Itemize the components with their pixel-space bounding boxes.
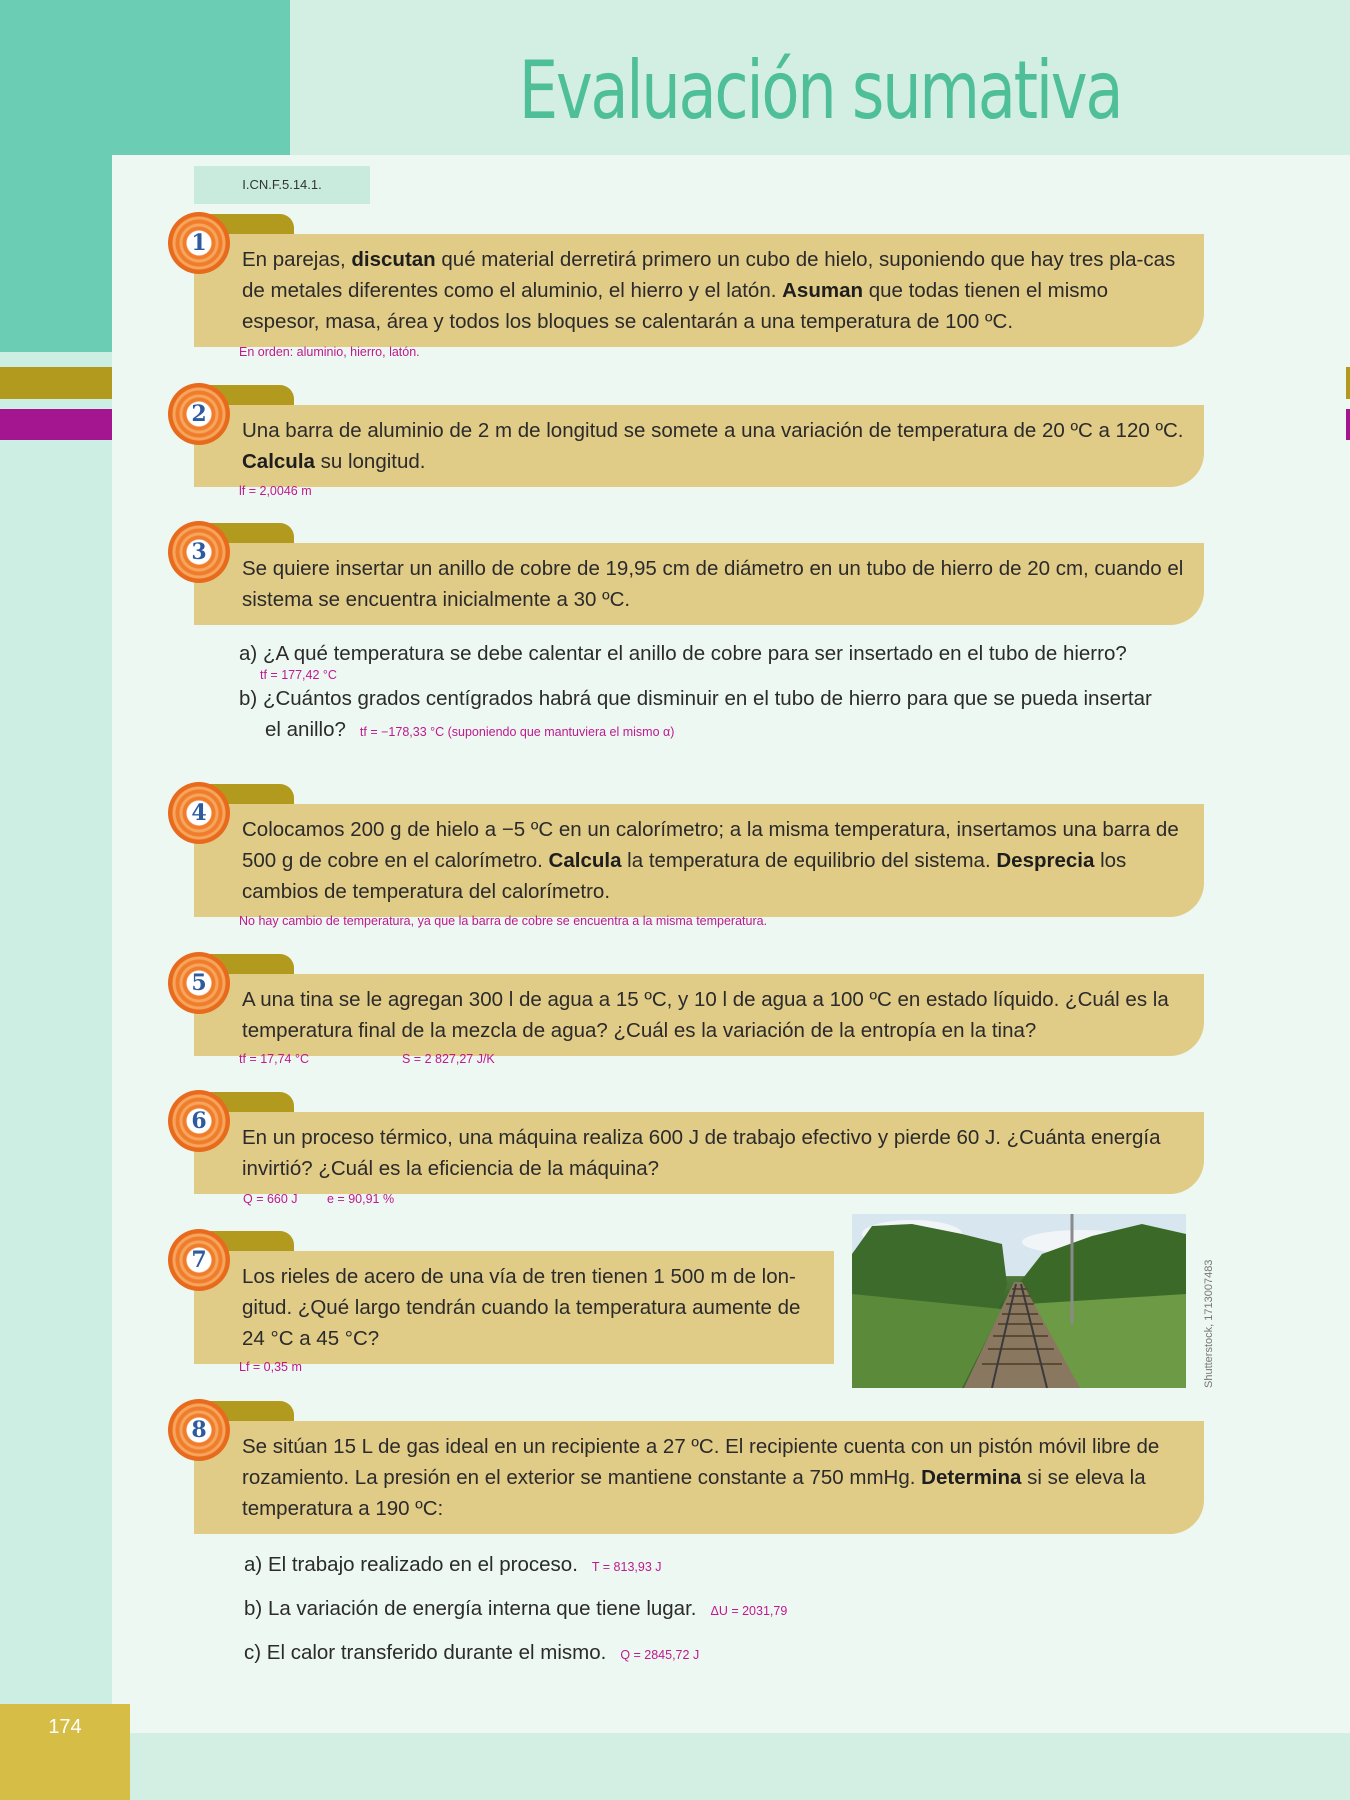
sub-label: b): [244, 1597, 263, 1620]
answer-note: tf = 177,42 °C: [260, 668, 337, 682]
question-number: 2: [191, 401, 207, 427]
sub-text: El trabajo realizado en el proceso.: [267, 1553, 578, 1576]
question-text: [194, 234, 1204, 347]
number-badge: [168, 212, 230, 274]
answer-note: e = 90,91 %: [327, 1192, 395, 1206]
answer-note: S = 2 827,27 J/K: [402, 1052, 495, 1066]
question-text: [194, 543, 1204, 625]
number-badge: [168, 952, 230, 1014]
sub-text: La variación de energía interna que tiene lugar.: [267, 1597, 697, 1620]
sub-question-continued: [265, 714, 1205, 748]
answer-note: Q = 660 J: [243, 1192, 298, 1206]
answer-note: ΔU = 2031,79: [710, 1604, 788, 1618]
text: Los rieles de acero de una vía de tren tienen 1 500 m de lon-gitud. ¿Qué largo tendrán cuando la temperatura aumente de 24 °C a 45 °C?: [242, 1265, 801, 1350]
question-number: 5: [191, 970, 207, 996]
question-number: 1: [191, 230, 207, 256]
answer-note: En orden: aluminio, hierro, latón.: [239, 345, 420, 359]
question-text: [194, 974, 1204, 1056]
question-text: [194, 1251, 834, 1364]
answer-note: No hay cambio de temperatura, ya que la barra de cobre se encuentra a la misma temperatura.: [239, 914, 768, 928]
sub-question: [239, 683, 1199, 714]
railway-track-photo: [852, 1214, 1186, 1388]
keyword: Calcula: [548, 849, 622, 872]
text: los cambios de temperatura del calorímetro.: [242, 849, 1127, 903]
keyword: Desprecia: [996, 849, 1095, 872]
sub-question: [239, 638, 1199, 669]
magenta-accent-bar: [0, 409, 112, 440]
question-text: [194, 804, 1204, 917]
number-badge: [168, 1090, 230, 1152]
question-number: 7: [191, 1247, 207, 1273]
keyword: Calcula: [242, 450, 315, 473]
answer-note: Lf = 0,35 m: [239, 1360, 302, 1374]
page-number: 174: [48, 1716, 82, 1738]
text: Se quiere insertar un anillo de cobre de 19,95 cm de diámetro en un tubo de hierro de 20 cm, cuando el sistema se encuentra inicialmente a 30 ºC.: [242, 557, 1184, 611]
magenta-edge-mark: [1346, 409, 1350, 440]
sub-text: el anillo?: [265, 718, 346, 741]
text: su longitud.: [314, 450, 426, 473]
question-number: 8: [191, 1417, 207, 1443]
text: Una barra de aluminio de 2 m de longitud se somete a una variación de temperatura de 20 ºC a 120 ºC.: [242, 419, 1184, 442]
number-badge: [168, 521, 230, 583]
footer-band: [0, 1733, 1350, 1800]
number-badge: [168, 383, 230, 445]
sub-label: b): [239, 687, 258, 710]
sub-label: a): [244, 1553, 263, 1576]
keyword: Determina: [921, 1466, 1022, 1489]
text: si se eleva la temperatura a 190 ºC:: [242, 1466, 1146, 1520]
answer-note: Q = 2845,72 J: [620, 1648, 700, 1662]
question-text: [194, 1112, 1204, 1194]
olive-edge-mark: [1346, 367, 1350, 399]
sub-label: c): [244, 1641, 262, 1664]
answer-note: T = 813,93 J: [591, 1560, 662, 1574]
text: En un proceso térmico, una máquina realiza 600 J de trabajo efectivo y pierde 60 J. ¿Cuánta energía invirtió? ¿Cuál es la eficiencia de la máquina?: [242, 1126, 1161, 1180]
question-number: 4: [191, 800, 207, 826]
keyword: Asuman: [782, 279, 863, 302]
question-number: 3: [191, 539, 207, 565]
text: Colocamos 200 g de hielo a −5 ºC en un calorímetro; a la misma temperatura, insertamos una barra de 500 g de cobre en el calorímetro.: [242, 818, 1179, 872]
railway-track-illustration: [852, 1214, 1186, 1388]
number-badge: [168, 1229, 230, 1291]
left-mint-margin: [0, 352, 112, 1800]
answer-note: tf = 17,74 °C: [239, 1052, 309, 1066]
sub-text: ¿Cuántos grados centígrados habrá que disminuir en el tubo de hierro para que se pueda insertar: [262, 687, 1152, 710]
text: la temperatura de equilibrio del sistema.: [621, 849, 997, 872]
curriculum-code: I.CN.F.5.14.1.: [194, 166, 370, 204]
question-text: [194, 405, 1204, 487]
answer-note: lf = 2,0046 m: [239, 484, 312, 498]
text: A una tina se le agregan 300 l de agua a 15 ºC, y 10 l de agua a 100 ºC en estado líquido. ¿Cuál es la temperatura final de la mezcla de agua? ¿Cuál es la variación de la entropía en la tina?: [242, 988, 1169, 1042]
number-badge: [168, 1399, 230, 1461]
answer-note: tf = −178,33 °C (suponiendo que mantuviera el mismo α): [359, 725, 675, 739]
olive-accent-bar: [0, 367, 112, 399]
sub-question: [244, 1593, 787, 1627]
sub-question: [244, 1637, 699, 1671]
sub-label: a): [239, 642, 258, 665]
text: qué material derretirá primero un cubo de hielo, suponiendo que hay tres pla-cas de metales diferentes como el aluminio, el hierro y el latón.: [242, 248, 1176, 302]
sub-text: ¿A qué temperatura se debe calentar el anillo de cobre para ser insertado en el tubo de hierro?: [262, 642, 1127, 665]
question-text: [194, 1421, 1204, 1534]
question-number: 6: [191, 1108, 207, 1134]
keyword: discutan: [351, 248, 436, 271]
number-badge: [168, 782, 230, 844]
text: En parejas,: [242, 248, 352, 271]
sub-question: [244, 1549, 662, 1583]
text: Se sitúan 15 L de gas ideal en un recipiente a 27 ºC. El recipiente cuenta con un pistón móvil libre de rozamiento. La presión en el exterior se mantiene constante a 750 mmHg.: [242, 1435, 1160, 1489]
text: que todas tienen el mismo espesor, masa, área y todos los bloques se calentarán a una temperatura de 100 ºC.: [242, 279, 1108, 333]
page-title: Evaluación sumativa: [518, 44, 1122, 137]
sub-text: El calor transferido durante el mismo.: [266, 1641, 607, 1664]
image-credit: Shutterstock, 1713007483: [1203, 1259, 1215, 1388]
